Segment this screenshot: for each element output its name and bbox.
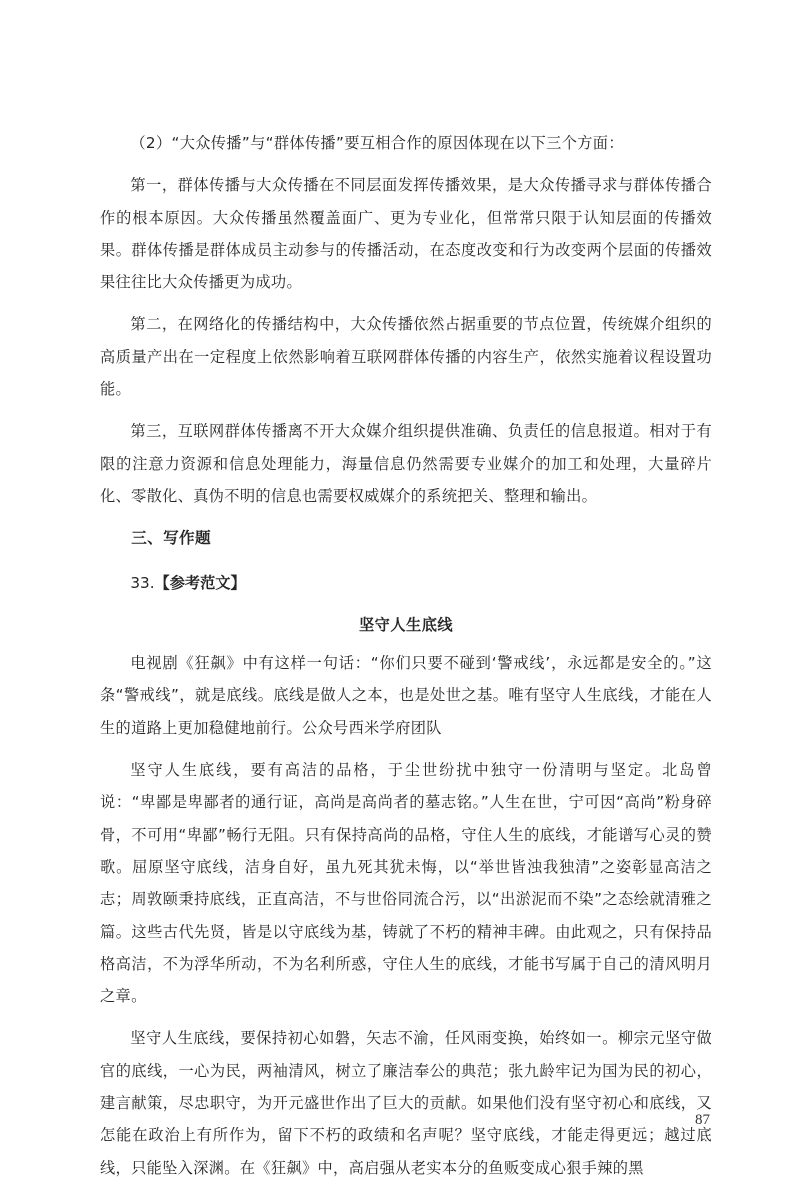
question-number: 33. bbox=[130, 573, 155, 592]
item-heading: （2）“大众传播”与“群体传播”要互相合作的原因体现在以下三个方面： bbox=[130, 134, 624, 152]
section-heading: 三、写作题 bbox=[131, 529, 211, 548]
question-label bbox=[100, 567, 712, 599]
essay-paragraph-3: 坚守人生底线，要保持初心如磐，矢志不渝，任风雨变换，始终如一。柳宗元坚守做官的底线，一心为民，两袖清风，树立了廉洁奉公的典范；张九龄牢记为国为民的初心，建言献策，尽忠职守，为开元盛世作出了巨大的贡献。如果他们没有坚守初心和底线，又怎能在政治上有所作为，留下不朽的政绩和名声呢？坚守底线，才能走得更远；越过底线，只能坠入深渊。在《狂飙》中，高启强从老实本分的鱼贩变成心狠手辣的黑 bbox=[100, 1029, 712, 1177]
answer-paragraph-2: 第二，在网络化的传播结构中，大众传播依然占据重要的节点位置，传统媒介组织的高质量产出在一定程度上依然影响着互联网群体传播的内容生产，依然实施着议程设置功能。 bbox=[100, 315, 712, 399]
question-tag: 【参考范文】 bbox=[154, 573, 246, 592]
answer-paragraph-1: 第一，群体传播与大众传播在不同层面发挥传播效果，是大众传播寻求与群体传播合作的根本原因。大众传播虽然覆盖面广、更为专业化，但常常只限于认知层面的传播效果。群体传播是群体成员主动参与的传播活动，在态度改变和行为改变两个层面的传播效果往往比大众传播更为成功。 bbox=[100, 176, 712, 292]
essay-paragraph-2: 坚守人生底线，要有高洁的品格，于尘世纷扰中独守一份清明与坚定。北岛曾说：“卑鄙是卑鄙者的通行证，高尚是高尚者的墓志铭。”人生在世，宁可因“高尚”粉身碎骨，不可用“卑鄙”畅行无阻。只有保持高尚的品格，守住人生的底线，才能谱写心灵的赞歌。屈原坚守底线，洁身自好，虽九死其犹未悔，以“举世皆浊我独清”之姿彰显高洁之志；周敦颐秉持底线，正直高洁，不与世俗同流合污，以“出淤泥而不染”之态绘就清雅之篇。这些古代先贤，皆是以守底线为基，铸就了不朽的精神丰碑。由此观之，只有保持品格高洁，不为浮华所动，不为名利所惑，守住人生的底线，才能书写属于自己的清风明月之章。 bbox=[100, 761, 712, 1006]
page-body bbox=[100, 127, 712, 1194]
essay-title: 坚守人生底线 bbox=[358, 615, 454, 634]
essay-paragraph-1: 电视剧《狂飙》中有这样一句话：“你们只要不碰到‘警戒线’，永远都是安全的。”这条“警戒线”，就是底线。底线是做人之本，也是处世之基。唯有坚守人生底线，才能在人生的道路上更加稳健地前行。公众号西米学府团队 bbox=[100, 654, 712, 737]
answer-paragraph-3: 第三，互联网群体传播离不开大众媒介组织提供准确、负责任的信息报道。相对于有限的注意力资源和信息处理能力，海量信息仍然需要专业媒介的加工和处理，大量碎片化、零散化、真伪不明的信息也需要权威媒介的系统把关、整理和输出。 bbox=[100, 422, 712, 505]
page-number: 87 bbox=[695, 1112, 710, 1128]
